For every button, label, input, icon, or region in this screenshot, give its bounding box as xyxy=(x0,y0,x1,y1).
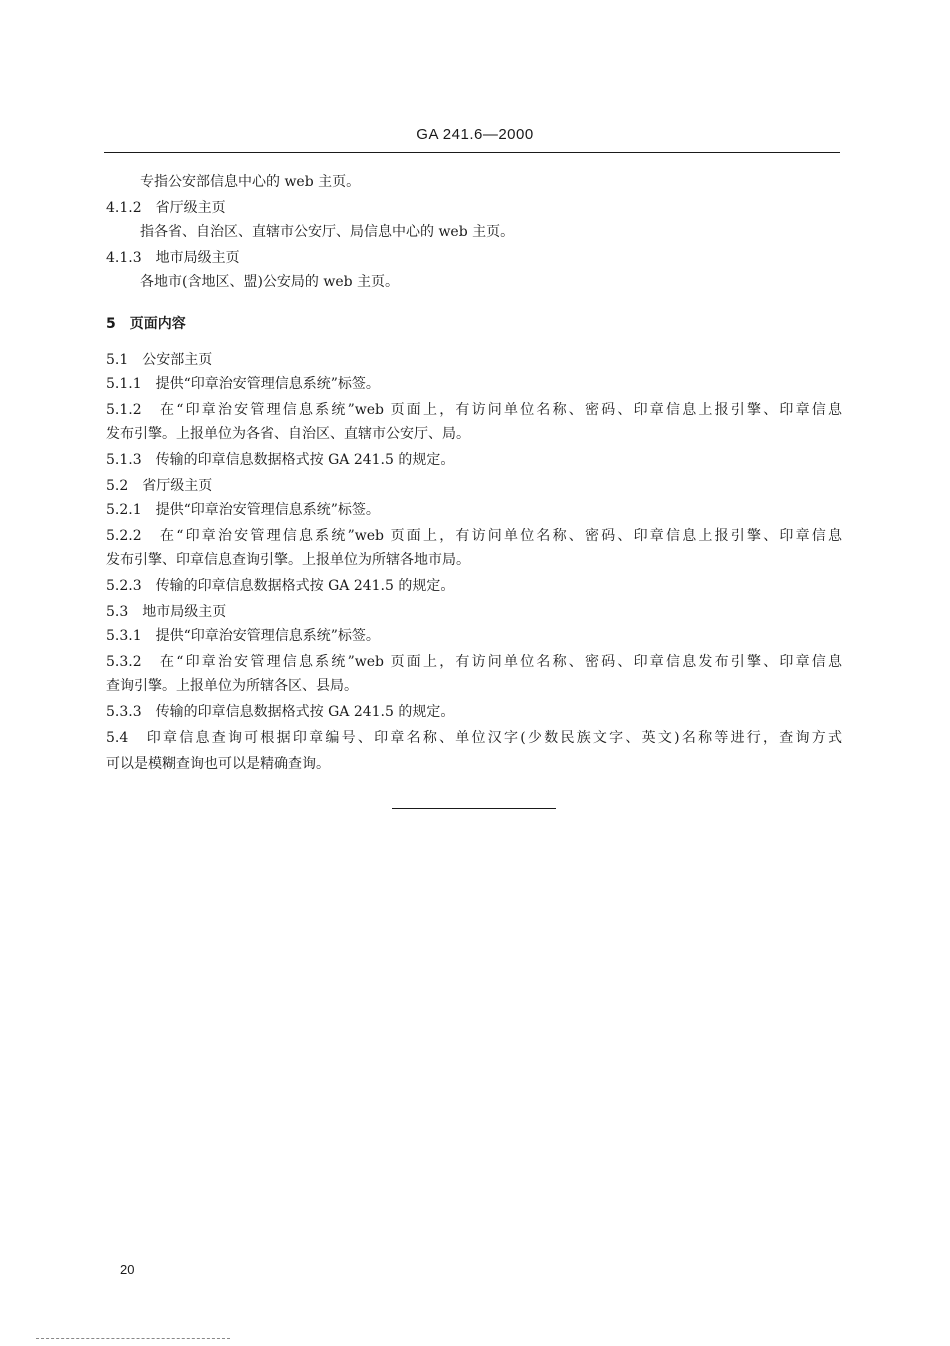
clause-5-2-title: 5.2 省厅级主页 xyxy=(106,478,213,494)
clause-4-1-2-title: 4.1.2 省厅级主页 xyxy=(106,200,226,216)
clause-5-3-title: 5.3 地市局级主页 xyxy=(106,604,227,620)
clause-5-1-title: 5.1 公安部主页 xyxy=(106,352,213,368)
clause-4-1-3-title: 4.1.3 地市局级主页 xyxy=(106,250,240,266)
clause-5-3-2-line-1: 5.3.2 在“印章治安管理信息系统”web 页面上，有访问单位名称、密码、印章信息发布引擎、印章信息 xyxy=(106,654,842,670)
clause-5-1-1: 5.1.1 提供“印章治安管理信息系统”标签。 xyxy=(106,376,380,392)
clause-5-1-2-line-1: 5.1.2 在“印章治安管理信息系统”web 页面上，有访问单位名称、密码、印章信息上报引擎、印章信息 xyxy=(106,402,842,418)
end-of-text-rule xyxy=(392,808,556,809)
clause-5-2-2-line-1: 5.2.2 在“印章治安管理信息系统”web 页面上，有访问单位名称、密码、印章信息上报引擎、印章信息 xyxy=(106,528,842,544)
clause-5-2-2-line-2: 发布引擎、印章信息查询引擎。上报单位为所辖各地市局。 xyxy=(106,552,470,568)
clause-5-2-1: 5.2.1 提供“印章治安管理信息系统”标签。 xyxy=(106,502,380,518)
definition-4-1-3-text: 各地市(含地区、盟)公安局的 web 主页。 xyxy=(140,274,400,290)
page-number: 20 xyxy=(120,1262,135,1277)
header-divider xyxy=(104,152,840,153)
clause-5-3-3: 5.3.3 传输的印章信息数据格式按 GA 241.5 的规定。 xyxy=(106,704,455,720)
clause-5-4-line-1: 5.4 印章信息查询可根据印章编号、印章名称、单位汉字(少数民族文字、英文)名称等进行，查询方式 xyxy=(106,730,842,746)
definition-4-1-2-text: 指各省、自治区、直辖市公安厅、局信息中心的 web 主页。 xyxy=(140,224,515,240)
clause-5-1-3: 5.1.3 传输的印章信息数据格式按 GA 241.5 的规定。 xyxy=(106,452,455,468)
definition-4-1-1-text: 专指公安部信息中心的 web 主页。 xyxy=(140,174,361,190)
scan-edge-mark xyxy=(36,1338,230,1339)
clause-5-3-2-line-2: 查询引擎。上报单位为所辖各区、县局。 xyxy=(106,678,358,694)
clause-5-3-1: 5.3.1 提供“印章治安管理信息系统”标签。 xyxy=(106,628,380,644)
clause-5-1-2-line-2: 发布引擎。上报单位为各省、自治区、直辖市公安厅、局。 xyxy=(106,426,470,442)
standard-code: GA 241.6—2000 xyxy=(416,126,534,143)
clause-5-4-line-2: 可以是模糊查询也可以是精确查询。 xyxy=(106,756,330,772)
section-5-heading: 5 页面内容 xyxy=(106,316,186,332)
clause-5-2-3: 5.2.3 传输的印章信息数据格式按 GA 241.5 的规定。 xyxy=(106,578,455,594)
